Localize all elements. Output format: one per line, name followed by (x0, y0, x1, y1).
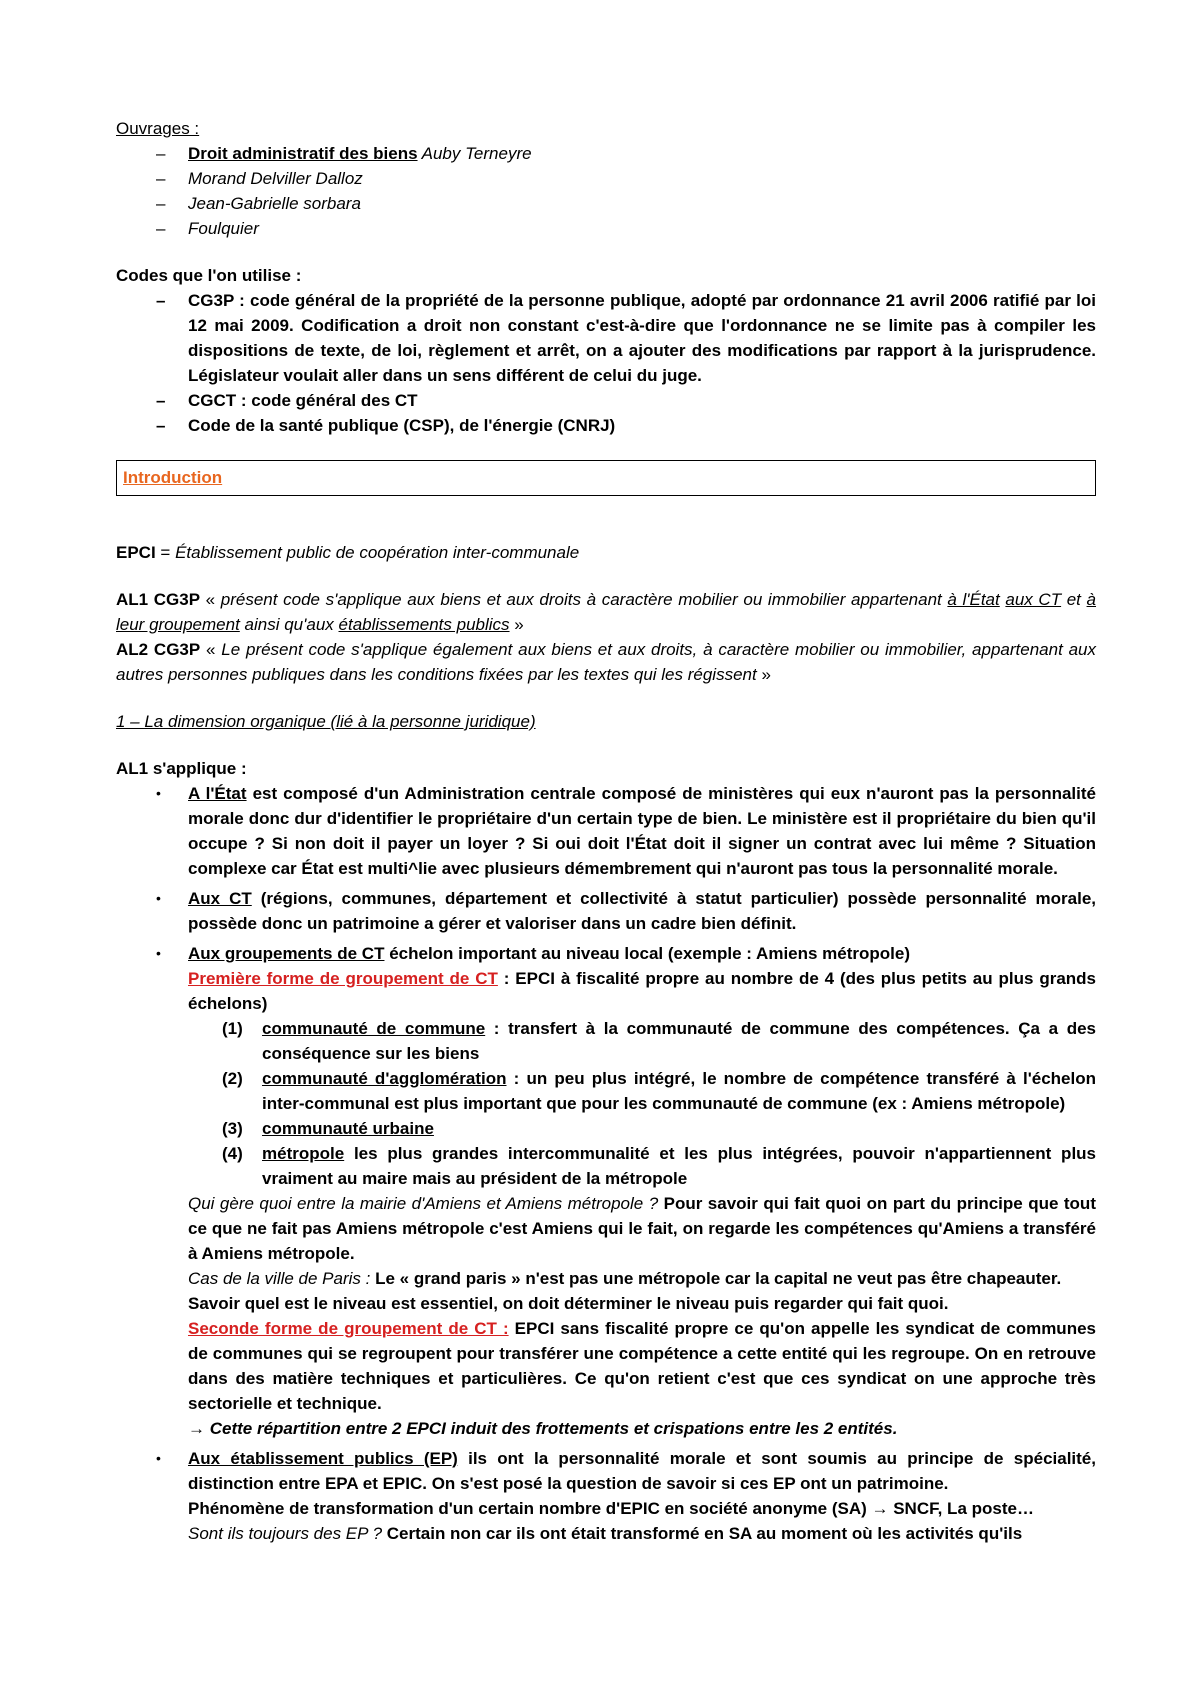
codes-heading: Codes que l'on utilise : (116, 266, 302, 285)
conclusion-note: → Cette répartition entre 2 EPCI induit des frottements et crispations entre les 2 entités. (188, 1419, 898, 1438)
niveau-note: Savoir quel est le niveau est essentiel, on doit déterminer le niveau puis regarder qui fait quoi. (188, 1294, 949, 1313)
second-form: Seconde forme de groupement de CT : EPCI sans fiscalité propre ce qu'on appelle les syndicat de communes de communes qui se regroupent pour transférer une compétence a cette entité qui les regroupe. On en retrouve dans des matière techniques et particulières. Ce qu'on retient c'est que ces syndicat on une approche très sectorielle et technique. (188, 1319, 1096, 1413)
list-item: (4) métropole les plus grandes intercommunalité et les plus intégrées, pouvoir n'appartiennent plus vraiment au maire mais au président de la métropole (222, 1144, 1096, 1188)
list-item: – Morand Delviller Dalloz (156, 169, 363, 188)
qui-gere-quoi: Qui gère quoi entre la mairie d'Amiens et Amiens métropole ? Pour savoir qui fait quoi on part du principe que tout ce que ne fait pas Amiens métropole c'est Amiens qui le fait, on regarde les compétences qu'Amiens a transféré à Amiens métropole. (188, 1194, 1096, 1263)
bullet-etat: • A l'État est composé d'un Administration centrale composé de ministères qui eux n'auront pas la personnalité morale donc dur d'identifier le propriétaire d'un certain type de bien. Le ministère est il propriétaire du bien qu'il occupe ? Si non doit il payer un loyer ? Si oui doit l'État doit il signer un contrat avec lui même ? Situation complexe car État est multi^lie avec plusieurs démembrement qui n'auront pas tous la personnalité morale. (156, 784, 1096, 878)
list-item: (2) communauté d'agglomération : un peu plus intégré, le nombre de compétence transféré à l'échelon inter-communal est plus important que pour les communauté de commune (ex : Amiens métropole) (222, 1069, 1097, 1113)
cas-paris: Cas de la ville de Paris : Le « grand paris » n'est pas une métropole car la capital ne veut pas être chapeauter. (188, 1269, 1062, 1288)
list-item: – Jean-Gabrielle sorbara (156, 194, 361, 213)
ep-question: Sont ils toujours des EP ? Certain non car ils ont était transformé en SA au moment où les activités qu'ils (188, 1524, 1023, 1543)
al1-citation: AL1 CG3P « présent code s'applique aux biens et aux droits à caractère mobilier ou immobilier appartenant à l'État aux CT et à leur groupement ainsi qu'aux établissements publics » (116, 590, 1097, 634)
introduction-heading-box (116, 460, 1096, 496)
list-item: – Droit administratif des biens Auby Terneyre (156, 144, 532, 163)
ouvrages-list (116, 141, 1096, 241)
list-item: – Code de la santé publique (CSP), de l'énergie (CNRJ) (156, 416, 616, 435)
codes-list (116, 288, 1096, 438)
list-item: – CGCT : code général des CT (156, 391, 418, 410)
al1-applies-heading: AL1 s'applique : (116, 759, 247, 778)
list-item: – Foulquier (156, 219, 259, 238)
al2-citation: AL2 CG3P « Le présent code s'applique également aux biens et aux droits, à caractère mobilier ou immobilier, appartenant aux autres personnes publiques dans les conditions fixées par les textes qui les régissent » (116, 640, 1097, 684)
list-item: (3) communauté urbaine (222, 1119, 434, 1138)
bullet-groupements: • Aux groupements de CT échelon important au niveau local (exemple : Amiens métropole) Première forme de groupement de CT : EPCI à fiscalité propre au nombre de 4 (des plus petits au plus grands échelons) (1) communauté de commune : transfert à la communauté de commune des compétences. Ça a des conséquence sur les biens (2) communauté d'agglomération : un peu plus intégré, le nombre de compétence transféré à l'échelon inter-communal est plus important que pour les communauté de commune (ex : Amiens métropole) (3) communauté urbaine (4) métropole les plus grandes intercommunalité et les plus intégrées, pouvoir n'appartiennent plus vraiment au maire mais au président de la métropole Qui gère quoi entre la mairie d'Amiens et Amiens métropole ? Pour savoir qui fait quoi on part du principe que tout ce que ne fait pas Amiens métropole c'est Amiens qui le fait, on regarde les compétences qu'Amiens a transféré à Amiens métropole. Cas de la ville de Paris : Le « grand paris » n'est pas une métropole car la capital ne veut pas être chapeauter. Savoir quel est le niveau est essentiel, on doit déterminer le niveau puis regarder qui fait quoi. Seconde forme de groupement de CT : EPCI sans fiscalité propre ce qu'on appelle les syndicat de communes de communes qui se regroupent pour transférer une compétence a cette entité qui les regroupe. On en retrouve dans des matière techniques et particulières. Ce qu'on retient c'est que ces syndicat on une approche très sectorielle et technique. → Cette répartition entre 2 EPCI induit des frottements et crispations entre les 2 entités. (116, 941, 1096, 1441)
phenomene-note: Phénomène de transformation d'un certain nombre d'EPIC en société anonyme (SA) → SNCF, La poste… (188, 1499, 1034, 1518)
section-1-title: 1 – La dimension organique (lié à la personne juridique) (116, 712, 536, 731)
epci-forms-list (188, 1016, 1096, 1191)
document-body (116, 116, 1096, 1551)
first-form: Première forme de groupement de CT : EPCI à fiscalité propre au nombre de 4 (des plus petits au plus grands échelons) (188, 969, 1097, 1013)
al1-bullet-list (116, 781, 1096, 1546)
bullet-ep: • Aux établissement publics (EP) ils ont la personnalité morale et sont soumis au principe de spécialité, distinction entre EPA et EPIC. On s'est posé la question de savoir si ces EP ont un patrimoine. Phénomène de transformation d'un certain nombre d'EPIC en société anonyme (SA) → SNCF, La poste… Sont ils toujours des EP ? Certain non car ils ont était transformé en SA au moment où les activités qu'ils (116, 1446, 1096, 1546)
bullet-ct: • Aux CT (régions, communes, département et collectivité à statut particulier) possède personnalité morale, possède donc un patrimoine a gérer et valoriser dans un cadre bien définit. (156, 889, 1096, 933)
ouvrages-heading: Ouvrages : (116, 119, 200, 138)
list-item: – CG3P : code général de la propriété de la personne publique, adopté par ordonnance 21 avril 2006 ratifié par loi 12 mai 2009. Codification a droit non constant c'est-à-dire que l'ordonnance ne se limite pas à compiler les dispositions de texte, de loi, règlement et arrêt, on a ajouter des modifications par rapport à la jurisprudence. Législateur voulait aller dans un sens différent de celui du juge. (156, 291, 1096, 385)
list-item: (1) communauté de commune : transfert à la communauté de commune des compétences. Ça a des conséquence sur les biens (222, 1019, 1097, 1063)
epci-definition: EPCI = Établissement public de coopération inter-communale (116, 543, 580, 562)
introduction-title: Introduction (123, 468, 223, 487)
